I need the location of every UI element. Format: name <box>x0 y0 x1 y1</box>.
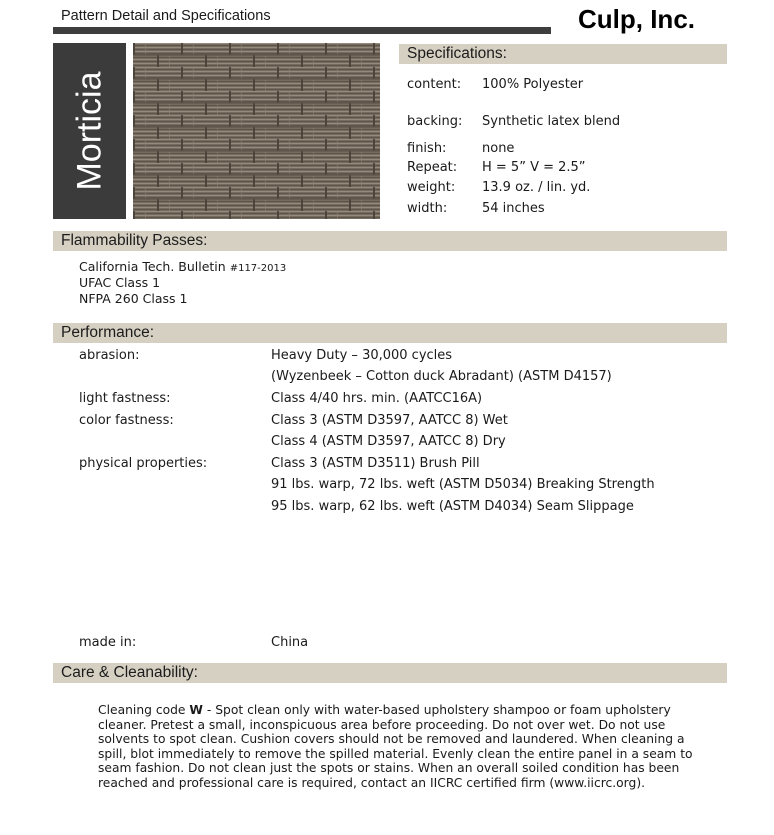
color-fastness-value-1: Class 3 (ASTM D3597, AATCC 8) Wet <box>271 413 508 428</box>
color-fastness-value-2: Class 4 (ASTM D3597, AATCC 8) Dry <box>271 434 506 449</box>
performance-heading: Performance: <box>61 324 155 341</box>
spec-value-finish: none <box>482 141 515 156</box>
abrasion-value-2: (Wyzenbeek – Cotton duck Abradant) (ASTM D4157) <box>271 369 612 384</box>
performance-header <box>53 323 727 343</box>
pattern-name-block <box>53 43 126 219</box>
abrasion-label: abrasion: <box>79 348 140 363</box>
color-fastness-label: color fastness: <box>79 413 174 428</box>
physical-properties-value-3: 95 lbs. warp, 62 lbs. weft (ASTM D4034) Seam Slippage <box>271 499 634 514</box>
spec-label-repeat: Repeat: <box>407 160 458 175</box>
care-text: - Spot clean only with water-based upholstery shampoo or foam upholstery cleaner. Pretest a small, inconspicuous area before proceeding. Do not over wet. Do not use solvents to spot clean. Cushion covers should not be removed and laundered. When cleaning a spill, blot immediately to remove the spilled material. Evenly clean the entire panel in a seam to seam fashion. Do not clean just the spots or stains. When an overall soiled condition has been reached and professional care is required, contact an IICRC certified firm (www.iicrc.org). <box>98 703 693 790</box>
flammability-line-2: UFAC Class 1 <box>79 275 161 290</box>
spec-value-backing: Synthetic latex blend <box>482 114 621 129</box>
flammability-heading: Flammability Passes: <box>61 232 208 249</box>
care-instructions <box>98 703 698 791</box>
fabric-swatch-image <box>133 43 380 219</box>
spec-label-backing: backing: <box>407 114 463 129</box>
flammability-line-1 <box>79 259 286 274</box>
spec-value-content: 100% Polyester <box>482 77 584 92</box>
made-in-value: China <box>271 635 309 650</box>
flammability-standard-number: #117-2013 <box>229 263 287 274</box>
cleaning-code: W <box>189 703 203 717</box>
care-heading: Care & Cleanability: <box>61 664 198 681</box>
flammability-standard: California Tech. Bulletin <box>79 259 226 274</box>
spec-label-content: content: <box>407 77 462 92</box>
light-fastness-label: light fastness: <box>79 391 171 406</box>
physical-properties-label: physical properties: <box>79 456 208 471</box>
spec-value-width: 54 inches <box>482 201 545 216</box>
pattern-name: Morticia <box>70 71 108 191</box>
header-divider <box>53 27 551 34</box>
spec-label-width: width: <box>407 201 448 216</box>
spec-label-finish: finish: <box>407 141 447 156</box>
spec-label-weight: weight: <box>407 180 456 195</box>
spec-value-repeat: H = 5” V = 2.5” <box>482 160 586 175</box>
care-header <box>53 663 727 683</box>
specifications-header <box>399 44 727 64</box>
care-prefix: Cleaning code <box>98 703 190 717</box>
flammability-line-3: NFPA 260 Class 1 <box>79 291 188 306</box>
flammability-header <box>53 231 727 251</box>
light-fastness-value: Class 4/40 hrs. min. (AATCC16A) <box>271 391 483 406</box>
specifications-heading: Specifications: <box>407 45 507 62</box>
company-name: Culp, Inc. <box>578 4 695 34</box>
abrasion-value-1: Heavy Duty – 30,000 cycles <box>271 348 453 363</box>
physical-properties-value-2: 91 lbs. warp, 72 lbs. weft (ASTM D5034) Breaking Strength <box>271 477 655 492</box>
spec-value-weight: 13.9 oz. / lin. yd. <box>482 180 591 195</box>
physical-properties-value-1: Class 3 (ASTM D3511) Brush Pill <box>271 456 480 471</box>
made-in-label: made in: <box>79 635 137 650</box>
document-title: Pattern Detail and Specifications <box>61 8 271 24</box>
